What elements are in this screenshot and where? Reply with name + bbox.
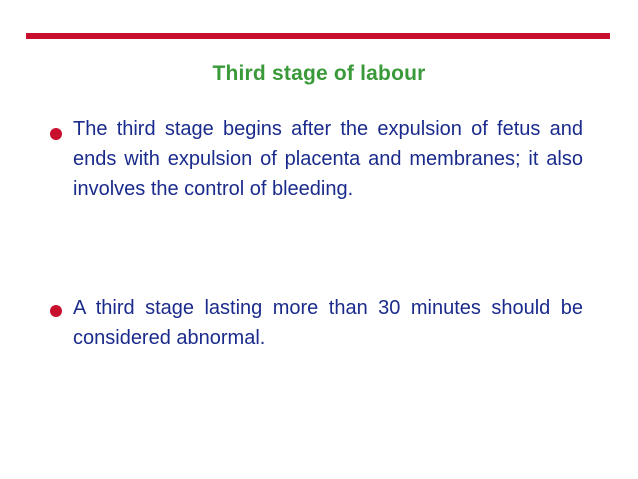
top-divider-rule [26, 33, 610, 39]
bullet-text-2: A third stage lasting more than 30 minutes should be considered abnormal. [73, 297, 583, 349]
bullet-dot-icon [50, 128, 62, 140]
bullet-text-1: The third stage begins after the expulsion of fetus and ends with expulsion of placenta and membranes; it also involves the control of bleeding. [73, 118, 583, 200]
bullet-dot-icon [50, 305, 62, 317]
slide-title: Third stage of labour [212, 62, 426, 85]
